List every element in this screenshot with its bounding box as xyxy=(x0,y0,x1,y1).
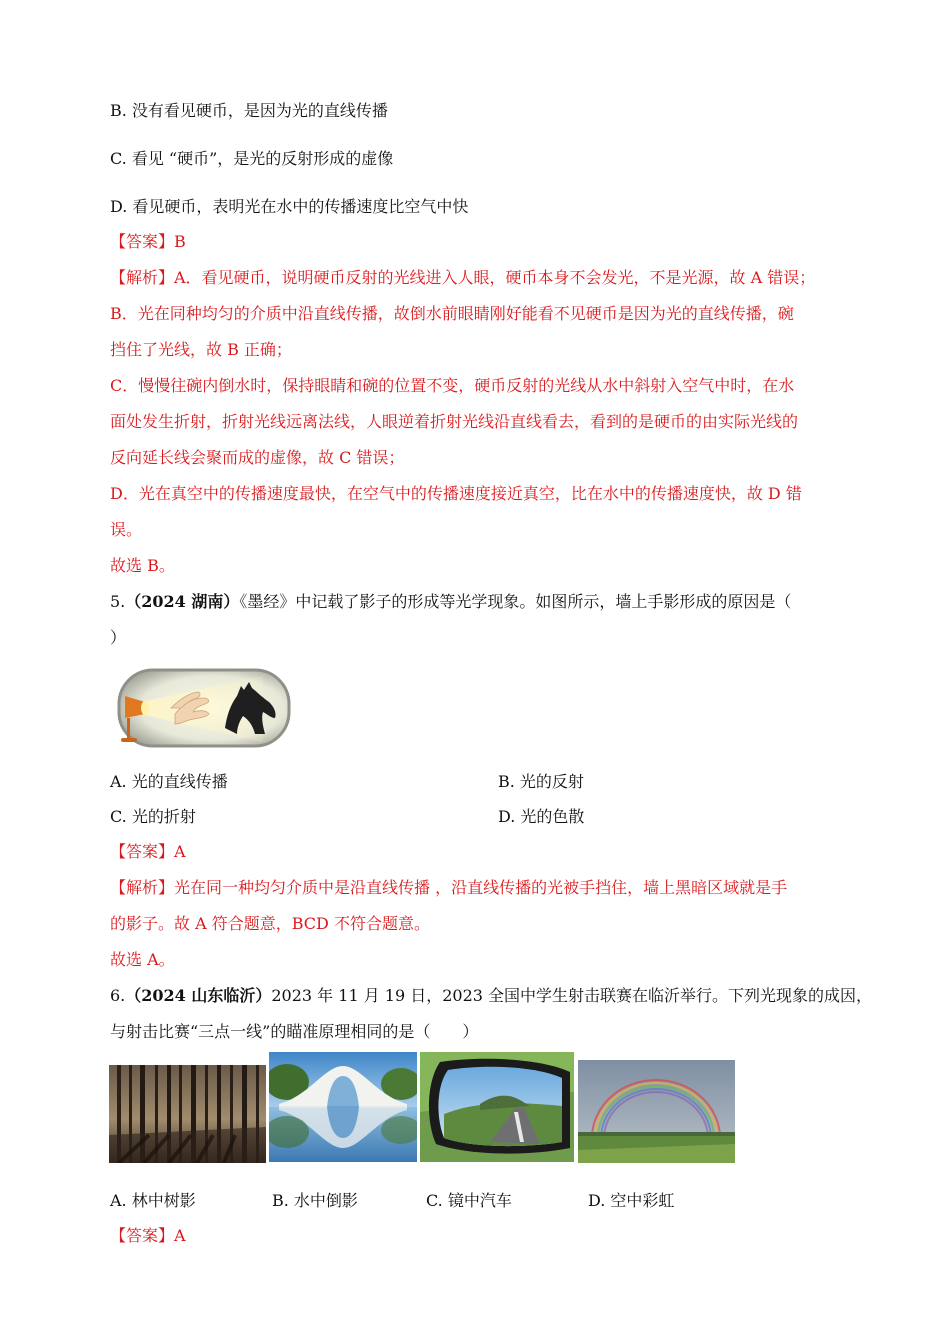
q6-option-d: D. 空中彩虹 xyxy=(588,1191,675,1210)
q4-answer: 【答案】B xyxy=(110,232,186,251)
forest-shadow-photo xyxy=(109,1065,266,1163)
q5-analysis-line: 的影子。故 A 符合题意，BCD 不符合题意。 xyxy=(110,914,430,933)
q6-option-c: C. 镜中汽车 xyxy=(426,1191,512,1210)
q6-number: 6. xyxy=(110,986,126,1005)
q5-answer: 【答案】A xyxy=(110,842,186,861)
q6-option-a: A. 林中树影 xyxy=(110,1191,196,1210)
q6-stem-text: 2023 年 11 月 19 日，2023 全国中学生射击联赛在临沂举行。下列光现象的成因， xyxy=(271,986,873,1005)
q4-analysis-line: 误。 xyxy=(110,520,143,539)
q5-analysis-line: 【解析】光在同一种均匀介质中是沿直线传播 ，沿直线传播的光被手挡住，墙上黑暗区域就是手 xyxy=(110,878,788,897)
q6-stem xyxy=(110,985,872,1007)
q5-source: （2024 湖南） xyxy=(125,592,240,611)
q4-option-d: D. 看见硬币，表明光在水中的传播速度比空气中快 xyxy=(110,197,469,216)
q5-number: 5. xyxy=(110,592,126,611)
q5-option-c: C. 光的折射 xyxy=(110,807,196,826)
q5-option-a: A. 光的直线传播 xyxy=(110,772,228,791)
q4-analysis-line: 反向延长线会聚而成的虚像，故 C 错误； xyxy=(110,448,405,467)
q5-stem-end: ） xyxy=(110,628,127,647)
q6-answer: 【答案】A xyxy=(110,1226,186,1245)
q4-analysis-line: 【解析】A．看见硬币，说明硬币反射的光线进入人眼，硬币本身不会发光，不是光源，故 A 错误； xyxy=(110,268,816,287)
q6-source: （2024 山东临沂） xyxy=(125,986,272,1005)
q4-analysis-line: D．光在真空中的传播速度最快，在空气中的传播速度接近真空，比在水中的传播速度快，故 D 错 xyxy=(110,484,802,503)
car-mirror-photo xyxy=(420,1052,574,1162)
q6-stem-line2: 与射击比赛“三点一线”的瞄准原理相同的是（ ） xyxy=(110,1022,479,1041)
rainbow-photo xyxy=(578,1060,735,1163)
q4-option-c: C. 看见 “硬币”，是光的反射形成的虚像 xyxy=(110,149,394,168)
q4-analysis-line: 面处发生折射，折射光线远离法线，人眼逆着折射光线沿直线看去，看到的是硬币的由实际光线的 xyxy=(110,412,799,431)
q5-conclusion: 故选 A。 xyxy=(110,950,175,969)
q6-option-b: B. 水中倒影 xyxy=(272,1191,358,1210)
q5-stem xyxy=(110,591,791,613)
q4-option-b: B. 没有看见硬币，是因为光的直线传播 xyxy=(110,101,388,120)
q5-option-b: B. 光的反射 xyxy=(498,772,584,791)
bridge-reflection-photo xyxy=(269,1052,417,1162)
q5-stem-text: 《墨经》中记载了影子的形成等光学现象。如图所示，墙上手影形成的原因是（ xyxy=(239,592,792,611)
q5-option-d: D. 光的色散 xyxy=(498,807,585,826)
q4-analysis-line: 挡住了光线，故 B 正确； xyxy=(110,340,292,359)
q4-analysis-line: C．慢慢往碗内倒水时，保持眼睛和碗的位置不变，硬币反射的光线从水中斜射入空气中时，在水 xyxy=(110,376,795,395)
q4-conclusion: 故选 B。 xyxy=(110,556,175,575)
hand-shadow-figure xyxy=(113,668,291,748)
q4-analysis-line: B．光在同种均匀的介质中沿直线传播，故倒水前眼睛刚好能看不见硬币是因为光的直线传播，碗 xyxy=(110,304,794,323)
